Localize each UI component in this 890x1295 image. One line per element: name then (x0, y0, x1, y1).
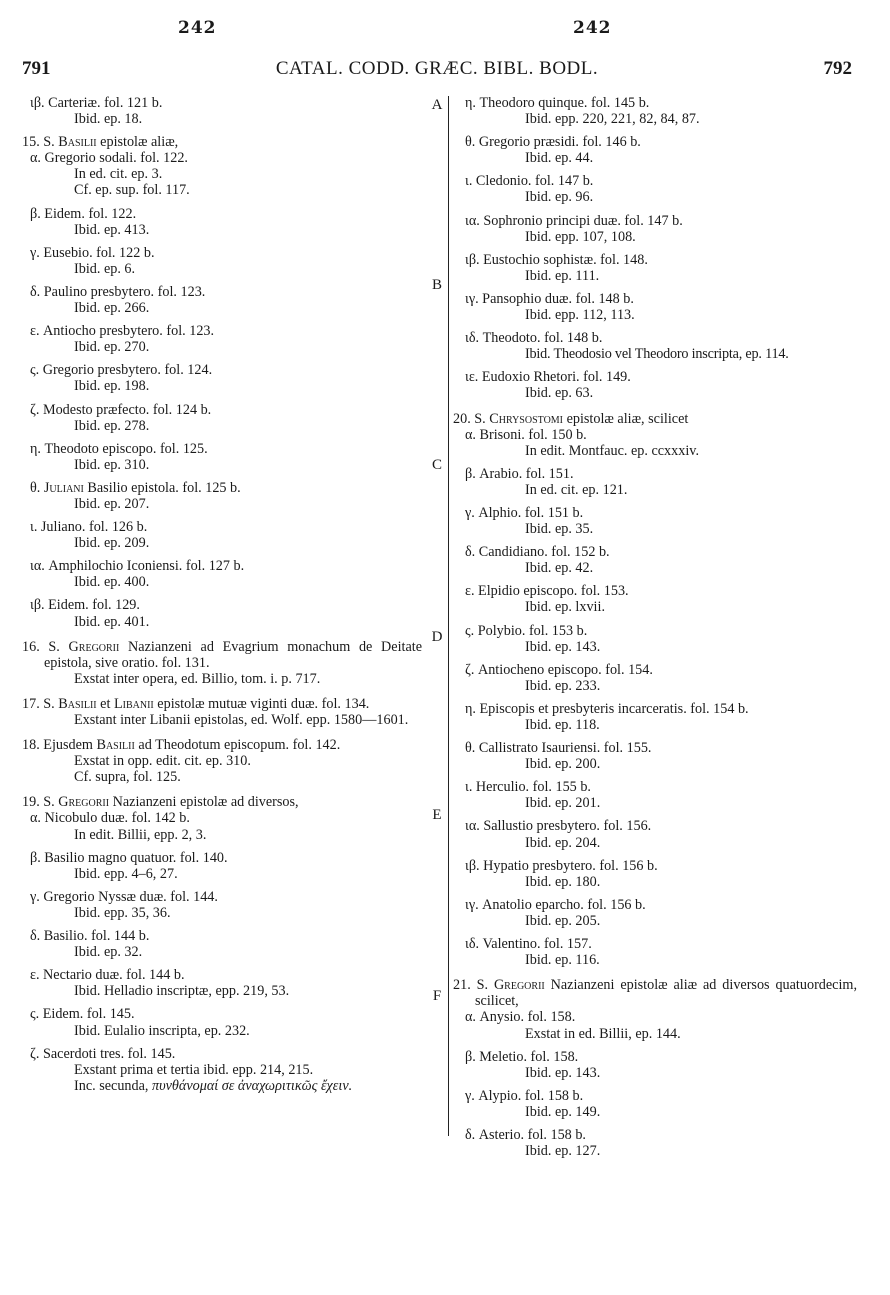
entry-line: ι. Cledonio. fol. 147 b. (465, 173, 594, 190)
reference-line: Ibid. epp. 4–6, 27. (74, 865, 178, 882)
reference-line: Ibid. Theodosio vel Theodoro inscripta, ep. 114. (525, 346, 789, 363)
entry-line: β. Basilio magno quatuor. fol. 140. (30, 849, 228, 866)
reference-line: Ibid. ep. 205. (525, 912, 601, 929)
entry-line: ια. Sophronio principi duæ. fol. 147 b. (465, 212, 683, 229)
reference-line: Ibid. ep. 200. (525, 756, 601, 773)
entry-line: β. Eidem. fol. 122. (30, 205, 137, 222)
reference-line: Ibid. ep. 204. (525, 834, 601, 851)
reference-line: Cf. ep. sup. fol. 117. (74, 182, 190, 199)
reference-line: Ibid. ep. 270. (74, 339, 150, 356)
entry-line: θ. Callistrato Isauriensi. fol. 155. (465, 740, 652, 757)
entry-line: β. Meletio. fol. 158. (465, 1048, 579, 1065)
entry-line: δ. Candidiano. fol. 152 b. (465, 544, 610, 561)
entry-line: α. Nicobulo duæ. fol. 142 b. (30, 810, 190, 827)
margin-letter-d: D (431, 629, 443, 645)
entry-line: ε. Antiocho presbytero. fol. 123. (30, 323, 215, 340)
entry-line: ιγ. Pansophio duæ. fol. 148 b. (465, 290, 634, 307)
entry-line: γ. Alypio. fol. 158 b. (465, 1087, 584, 1104)
reference-line: Ibid. ep. 201. (525, 795, 601, 812)
entry-line: η. Episcopis et presbyteris incarceratis. fol. 154 b. (465, 700, 749, 717)
reference-line: Ibid. epp. 112, 113. (525, 307, 635, 324)
reference-line: Ibid. ep. 310. (74, 456, 150, 473)
entry-line: γ. Eusebio. fol. 122 b. (30, 244, 155, 261)
page-number-left: 791 (22, 58, 51, 79)
section-heading-16: 16. S. Gregorii Nazianzeni ad Evagrium monachum de Deitate epistola, sive oratio. fol. 131. (22, 638, 422, 671)
reference-line: Ibid. ep. 143. (525, 1064, 601, 1081)
reference-line: Ibid. ep. 118. (525, 717, 600, 733)
entry-line: ια. Amphilochio Iconiensi. fol. 127 b. (30, 558, 245, 575)
reference-line: Exstat in ed. Billii, ep. 144. (525, 1025, 681, 1042)
reference-line: Ibid. ep. 266. (74, 300, 150, 317)
reference-line: Inc. secunda, πυνθάνομαί σε ἀναχωριτικῶς ἔχειν. (74, 1077, 353, 1094)
margin-letter-a: A (431, 97, 443, 113)
section-heading-20: 20. S. Chrysostomi epistolæ aliæ, scilicet (453, 410, 689, 427)
entry-line: η. Theodoro quinque. fol. 145 b. (465, 95, 650, 111)
left-column (22, 95, 422, 1094)
entry-line: ιγ. Anatolio eparcho. fol. 156 b. (465, 896, 646, 913)
entry-line: ιδ. Valentino. fol. 157. (465, 936, 592, 953)
greek-incipit: πυνθάνομαί σε ἀναχωριτικῶς ἔχειν. (152, 1077, 353, 1094)
entry-line: ς. Eidem. fol. 145. (30, 1006, 135, 1023)
reference-line: Exstat inter opera, ed. Billio, tom. i. p. 717. (74, 670, 321, 687)
entry-line: ιβ. Carteriæ. fol. 121 b. (30, 95, 163, 111)
reference-line: Ibid. ep. 42. (525, 560, 594, 577)
entry-line: ι. Herculio. fol. 155 b. (465, 779, 591, 796)
entry-line: δ. Basilio. fol. 144 b. (30, 928, 150, 945)
entry-line: ε. Nectario duæ. fol. 144 b. (30, 967, 185, 984)
entry-line: ιβ. Hypatio presbytero. fol. 156 b. (465, 857, 658, 874)
reference-line: Exstant inter Libanii epistolas, ed. Wolf. epp. 1580—1601. (74, 712, 409, 728)
reference-line: Ibid. ep. 149. (525, 1103, 601, 1120)
reference-line: Ibid. ep. 44. (525, 150, 594, 167)
entry-line: δ. Paulino presbytero. fol. 123. (30, 283, 206, 300)
reference-line: In ed. cit. ep. 3. (74, 166, 163, 183)
reference-line: Ibid. ep. 278. (74, 417, 150, 434)
reference-line: Ibid. ep. 111. (525, 267, 600, 284)
section-heading-15: 15. S. Basilii epistolæ aliæ, (22, 134, 179, 151)
reference-line: Ibid. epp. 220, 221, 82, 84, 87. (525, 111, 700, 128)
reference-line: In edit. Montfauc. ep. ccxxxiv. (525, 442, 700, 459)
entry-line: γ. Gregorio Nyssæ duæ. fol. 144. (30, 888, 218, 905)
entry-line: ια. Sallustio presbytero. fol. 156. (465, 818, 652, 835)
running-header (22, 58, 852, 86)
reference-line: Ibid. ep. 116. (525, 952, 600, 969)
page-title: CATAL. CODD. GRÆC. BIBL. BODL. (275, 58, 599, 79)
entry-line: ιβ. Eustochio sophistæ. fol. 148. (465, 251, 648, 268)
entry-line: δ. Asterio. fol. 158 b. (465, 1126, 586, 1143)
section-heading-21: 21. S. Gregorii Nazianzeni epistolæ aliæ ad diversos quatuordecim, scilicet, (453, 977, 858, 1010)
reference-line: Ibid. Eulalio inscripta, ep. 232. (74, 1022, 250, 1039)
column-divider (448, 96, 449, 1136)
entry-line: η. Theodoto episcopo. fol. 125. (30, 440, 208, 457)
reference-line: Ibid. ep. 413. (74, 221, 150, 238)
reference-line: Ibid. epp. 35, 36. (74, 904, 171, 921)
reference-line: Cf. supra, fol. 125. (74, 769, 181, 786)
section-heading-18: 18. Ejusdem Basilii ad Theodotum episcopum. fol. 142. (22, 737, 341, 754)
margin-letter-c: C (431, 457, 442, 473)
reference-line: Ibid. ep. 63. (525, 385, 594, 402)
right-column (453, 95, 858, 1160)
margin-letter-b: B (431, 277, 442, 293)
reference-line: Ibid. ep. 401. (74, 613, 150, 630)
reference-line: Ibid. ep. 233. (525, 677, 601, 694)
entry-line: ιδ. Theodoto. fol. 148 b. (465, 330, 603, 347)
page-number-right: 792 (823, 58, 852, 79)
entry-line: α. Brisoni. fol. 150 b. (465, 426, 587, 443)
margin-letter-f: F (432, 988, 442, 1004)
reference-line: Ibid. ep. 143. (525, 638, 601, 655)
reference-line: In edit. Billii, epp. 2, 3. (74, 826, 207, 843)
entry-line: ιβ. Eidem. fol. 129. (30, 597, 140, 614)
entry-line: α. Gregorio sodali. fol. 122. (30, 150, 188, 167)
reference-line: Ibid. ep. 32. (74, 944, 143, 961)
entry-line: ιε. Eudoxio Rhetori. fol. 149. (465, 369, 631, 386)
handwritten-number-right: 242 (573, 18, 612, 38)
entry-line: α. Anysio. fol. 158. (465, 1009, 576, 1026)
reference-line: Ibid. ep. 35. (525, 521, 594, 538)
reference-line: In ed. cit. ep. 121. (525, 481, 628, 498)
reference-line: Ibid. ep. 400. (74, 574, 150, 591)
reference-line: Ibid. ep. 6. (74, 260, 136, 277)
entry-line: γ. Alphio. fol. 151 b. (465, 504, 584, 521)
entry-line: ς. Gregorio presbytero. fol. 124. (30, 362, 213, 379)
reference-line: Ibid. ep. lxvii. (525, 599, 605, 616)
reference-line: Ibid. ep. 96. (525, 189, 594, 206)
reference-line: Ibid. ep. 209. (74, 535, 150, 552)
entry-line: ζ. Antiocheno episcopo. fol. 154. (465, 661, 653, 678)
entry-line: ς. Polybio. fol. 153 b. (465, 622, 588, 639)
reference-line: Exstant prima et tertia ibid. epp. 214, 215. (74, 1061, 314, 1078)
reference-line: Ibid. ep. 180. (525, 873, 601, 890)
handwritten-number-left: 242 (178, 18, 217, 38)
reference-line: Ibid. Helladio inscriptæ, epp. 219, 53. (74, 983, 290, 1000)
entry-line: θ. Juliani Basilio epistola. fol. 125 b. (30, 479, 241, 496)
entry-line: ι. Juliano. fol. 126 b. (30, 519, 148, 536)
entry-line: ζ. Modesto præfecto. fol. 124 b. (30, 401, 212, 418)
section-heading-19: 19. S. Gregorii Nazianzeni epistolæ ad diversos, (22, 794, 299, 811)
reference-line: Ibid. ep. 198. (74, 378, 150, 395)
reference-line: Ibid. epp. 107, 108. (525, 228, 636, 245)
reference-line: Ibid. ep. 207. (74, 495, 150, 512)
entry-line: ε. Elpidio episcopo. fol. 153. (465, 583, 629, 600)
entry-line: ζ. Sacerdoti tres. fol. 145. (30, 1045, 176, 1062)
entry-line: β. Arabio. fol. 151. (465, 465, 574, 482)
margin-letter-e: E (432, 807, 442, 823)
entry-line: θ. Gregorio præsidi. fol. 146 b. (465, 134, 641, 151)
reference-line: Ibid. ep. 127. (525, 1143, 601, 1160)
reference-line: Exstat in opp. edit. cit. ep. 310. (74, 753, 251, 770)
reference-line: Ibid. ep. 18. (74, 111, 143, 128)
section-heading-17: 17. S. Basilii et Libanii epistolæ mutuæ viginti duæ. fol. 134. (22, 695, 370, 712)
